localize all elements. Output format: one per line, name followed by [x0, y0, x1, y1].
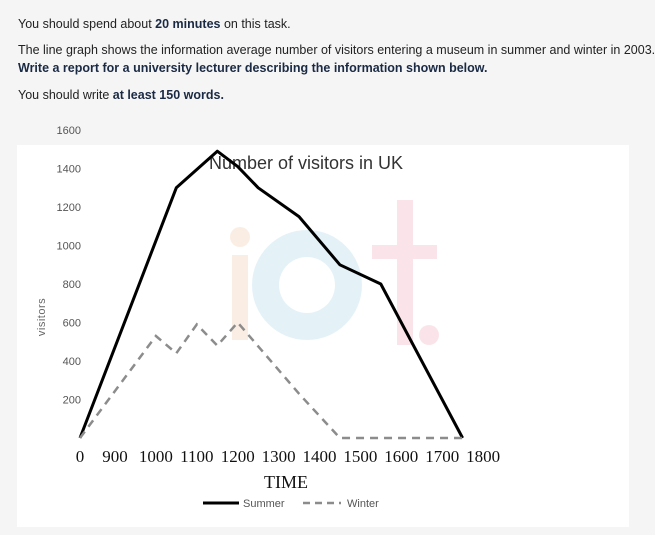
x-tick-label: 1600	[384, 447, 419, 466]
x-axis-label: TIME	[264, 472, 308, 492]
task-description: The line graph shows the information average number of visitors entering a museum in summer and winter in 2003.	[18, 43, 655, 57]
x-tick-label: 1000	[138, 447, 173, 466]
time-instruction-suffix: on this task.	[220, 17, 291, 31]
y-tick-label: 600	[62, 317, 81, 330]
y-tick-label: 1200	[56, 202, 81, 214]
x-tick-label: 1300	[261, 447, 296, 466]
x-tick-label: 1400	[302, 447, 337, 466]
chart-title: Number of visitors in UK	[208, 153, 404, 173]
word-instruction-prefix: You should write	[18, 88, 113, 102]
word-instruction	[18, 87, 224, 103]
time-instruction	[18, 16, 291, 32]
y-tick-label: 400	[62, 356, 81, 368]
time-instruction-prefix: You should spend about	[18, 17, 156, 31]
task-prompt: Write a report for a university lecturer describing the information shown below.	[18, 61, 488, 75]
legend-summer-label: Summer	[243, 498, 285, 510]
x-tick-label: 1700	[425, 447, 460, 466]
y-tick-label: 1400	[56, 163, 81, 176]
x-tick-label: 1200	[220, 447, 255, 466]
y-tick-label: 1600	[56, 125, 81, 137]
legend	[203, 498, 379, 510]
time-limit: 20 minutes	[155, 17, 221, 31]
y-tick-label: 200	[62, 394, 81, 407]
x-tick-label: 1500	[343, 447, 378, 466]
line-chart	[17, 125, 629, 527]
y-axis-label: visitors	[36, 297, 48, 337]
x-tick-label: 0	[75, 447, 85, 466]
chart-container	[17, 125, 629, 527]
watermark-logo	[230, 200, 439, 345]
legend-winter-label: Winter	[347, 498, 379, 510]
x-tick-label: 1800	[466, 447, 501, 466]
word-limit: at least 150 words.	[112, 88, 224, 102]
x-tick-label: 900	[102, 447, 128, 466]
y-tick-label: 1000	[56, 240, 81, 253]
y-tick-label: 800	[62, 279, 81, 291]
x-tick-label: 1100	[180, 447, 214, 466]
